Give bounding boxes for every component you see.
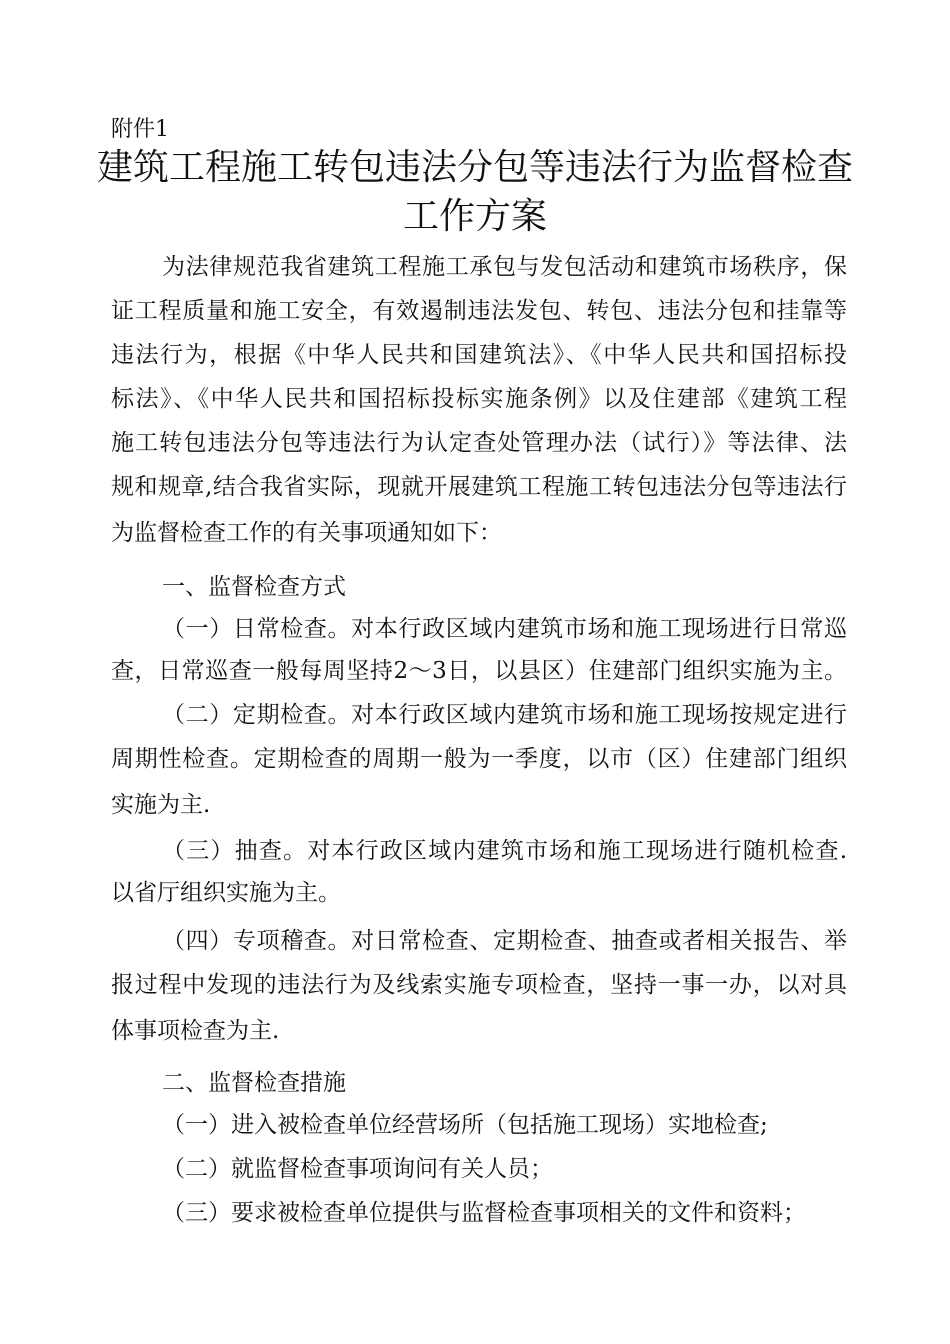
section-1-item-1-line-1: （一）日常检查。对本行政区域内建筑市场和施工现场进行日常巡 — [162, 616, 847, 642]
section-1-heading: 一、监督检查方式 — [162, 574, 346, 600]
section-1-item-2-line-1: （二）定期检查。对本行政区域内建筑市场和施工现场按规定进行 — [162, 702, 847, 728]
section-1-item-4-line-1: （四）专项稽查。对日常检查、定期检查、抽查或者相关报告、举 — [162, 928, 847, 954]
intro-line-2: 证工程质量和施工安全，有效遏制违法发包、转包、违法分包和挂靠等 — [111, 298, 847, 324]
section-1-item-2-line-3: 实施为主. — [111, 792, 211, 818]
section-2-item-1: （一）进入被检查单位经营场所（包括施工现场）实地检查; — [162, 1112, 768, 1138]
intro-line-3: 违法行为，根据《中华人民共和国建筑法》、《中华人民共和国招标投 — [111, 342, 847, 368]
section-2-item-2: （二）就监督检查事项询问有关人员； — [162, 1156, 553, 1182]
section-1-item-3-line-2: 以省厅组织实施为主。 — [111, 880, 341, 906]
section-1-item-4-line-3: 体事项检查为主. — [111, 1018, 280, 1044]
intro-line-6: 规和规章,结合我省实际，现就开展建筑工程施工转包违法分包等违法行 — [111, 474, 847, 500]
intro-line-7: 为监督检查工作的有关事项通知如下： — [111, 520, 502, 546]
section-2-item-3: （三）要求被检查单位提供与监督检查事项相关的文件和资料； — [162, 1200, 806, 1226]
document-title-line-2: 工作方案 — [402, 196, 547, 237]
section-2-heading: 二、监督检查措施 — [162, 1070, 346, 1096]
section-1-item-2-line-2: 周期性检查。定期检查的周期一般为一季度，以市（区）住建部门组织 — [111, 746, 847, 772]
attachment-label: 附件1 — [111, 117, 169, 142]
section-1-item-4-line-2: 报过程中发现的违法行为及线索实施专项检查，坚持一事一办，以对具 — [111, 972, 847, 998]
intro-line-4: 标法》、《中华人民共和国招标投标实施条例》以及住建部《建筑工程 — [111, 386, 847, 412]
intro-line-1: 为法律规范我省建筑工程施工承包与发包活动和建筑市场秩序，保 — [162, 254, 847, 280]
section-1-item-1-line-2: 查，日常巡查一般每周坚持2〜3日，以县区）住建部门组织实施为主。 — [111, 658, 847, 684]
intro-line-5: 施工转包违法分包等违法行为认定查处管理办法（试行）》等法律、法 — [111, 430, 847, 456]
section-1-item-3-line-1: （三）抽查。对本行政区域内建筑市场和施工现场进行随机检查. — [162, 838, 847, 864]
document-title-line-1: 建筑工程施工转包违法分包等违法行为监督检查 — [96, 147, 853, 188]
